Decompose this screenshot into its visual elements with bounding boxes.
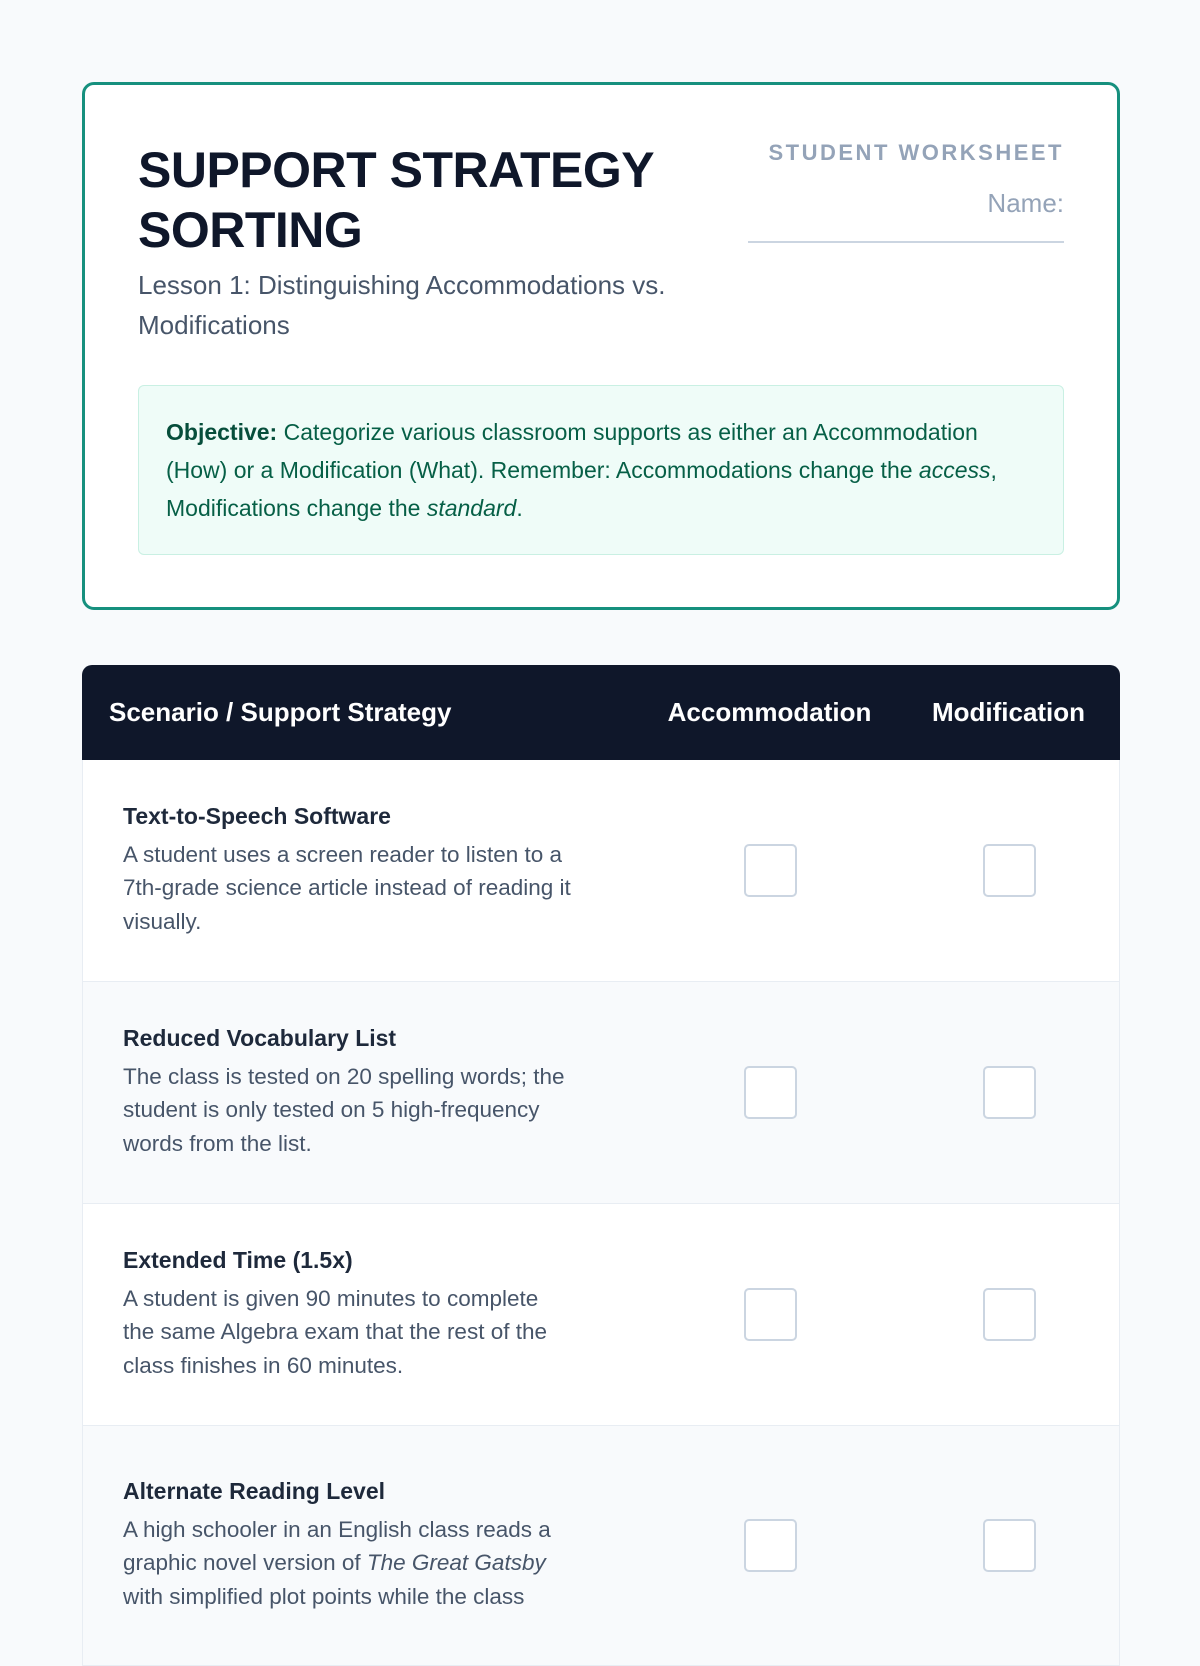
objective-emphasis-access: access bbox=[918, 457, 991, 483]
modification-checkbox[interactable] bbox=[983, 1519, 1036, 1572]
objective-text: . bbox=[516, 495, 523, 521]
worksheet-badge: STUDENT WORKSHEET bbox=[768, 140, 1064, 165]
table-row bbox=[82, 982, 1120, 1204]
sorting-table bbox=[82, 665, 1120, 1666]
scenario-description bbox=[123, 1513, 573, 1614]
name-input-line[interactable] bbox=[748, 241, 1064, 243]
lesson-subtitle: Lesson 1: Distinguishing Accommodations vs. Modifications bbox=[138, 270, 666, 340]
accommodation-checkbox[interactable] bbox=[744, 844, 797, 897]
modification-checkbox[interactable] bbox=[983, 844, 1036, 897]
description-text: A high schooler in an English class reads a graphic novel version of bbox=[123, 1516, 551, 1576]
scenario-title: Alternate Reading Level bbox=[123, 1477, 386, 1504]
column-header-accommodation: Accommodation bbox=[667, 697, 872, 727]
objective-label: Objective: bbox=[166, 419, 278, 445]
table-header bbox=[82, 665, 1120, 760]
accommodation-checkbox[interactable] bbox=[744, 1519, 797, 1572]
scenario-description: A student is given 90 minutes to complete the same Algebra exam that the rest of the class finishes in 60 minutes. bbox=[123, 1285, 547, 1378]
accommodation-checkbox[interactable] bbox=[744, 1066, 797, 1119]
table-row bbox=[82, 760, 1120, 982]
scenario-title: Text-to-Speech Software bbox=[123, 802, 391, 829]
scenario-description: A student uses a screen reader to listen to a 7th-grade science article instead of reading it visually. bbox=[123, 841, 571, 934]
page-title: SUPPORT STRATEGY SORTING bbox=[138, 142, 654, 258]
objective-text: Categorize various classroom supports as either an Accommodation (How) or a Modification (What). Remember: Accommodations change the bbox=[166, 419, 978, 483]
objective-box bbox=[138, 385, 1064, 555]
accommodation-checkbox[interactable] bbox=[744, 1288, 797, 1341]
description-text: with simplified plot points while the class bbox=[123, 1583, 525, 1609]
scenario-title: Reduced Vocabulary List bbox=[123, 1024, 397, 1051]
name-label: Name: bbox=[987, 188, 1064, 218]
worksheet-header-card bbox=[82, 82, 1120, 610]
column-header-modification: Modification bbox=[931, 697, 1086, 727]
table-row bbox=[82, 1426, 1120, 1666]
scenario-title: Extended Time (1.5x) bbox=[123, 1246, 353, 1273]
objective-emphasis-standard: standard bbox=[426, 495, 517, 521]
student-info bbox=[734, 140, 1064, 243]
table-row bbox=[82, 1204, 1120, 1426]
modification-checkbox[interactable] bbox=[983, 1066, 1036, 1119]
scenario-description: The class is tested on 20 spelling words; the student is only tested on 5 high-frequency words from the list. bbox=[123, 1063, 565, 1156]
modification-checkbox[interactable] bbox=[983, 1288, 1036, 1341]
objective-text: , Modifications change the bbox=[166, 457, 997, 521]
column-header-scenario: Scenario / Support Strategy bbox=[109, 697, 452, 727]
book-title: The Great Gatsby bbox=[366, 1550, 546, 1576]
